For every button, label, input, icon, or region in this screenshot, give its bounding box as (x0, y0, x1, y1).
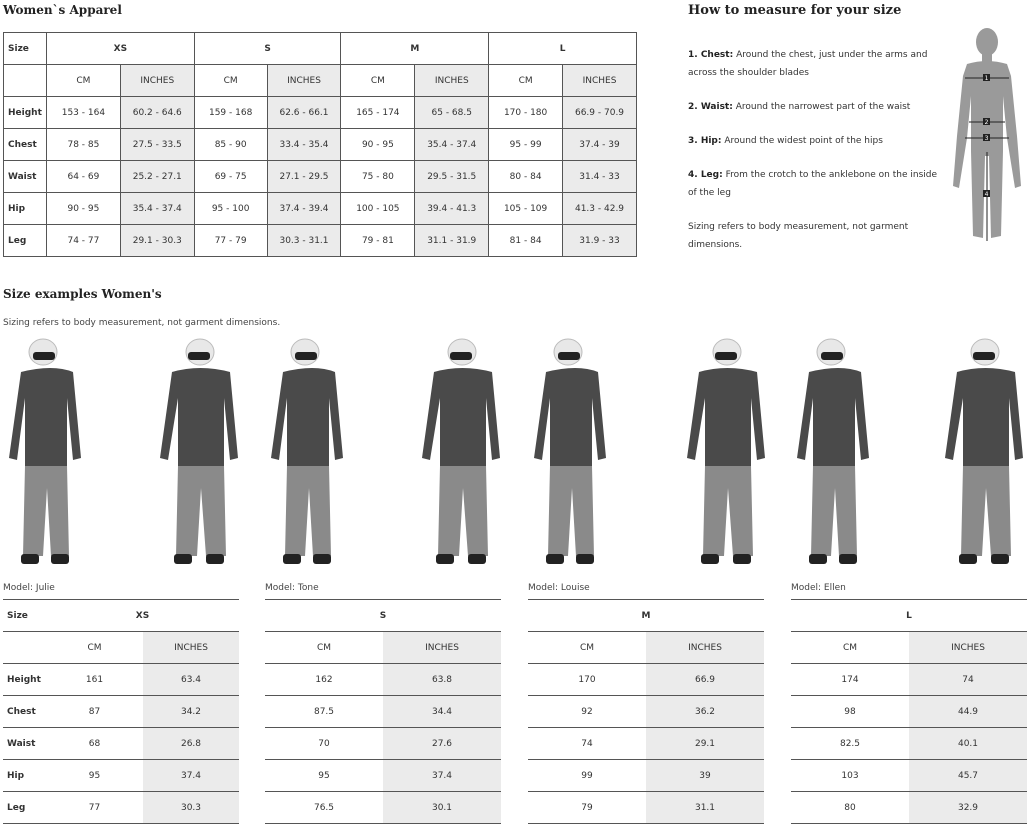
model-size-table (3, 599, 239, 824)
examples-note: Sizing refers to body measurement, not garment dimensions. (3, 318, 281, 328)
size-label: Size (4, 33, 47, 65)
measure-cell: 26.8 (143, 728, 239, 760)
measure-row (528, 696, 764, 728)
measure-cell: 174 (791, 664, 909, 696)
measure-cell: 31.1 - 31.9 (415, 225, 489, 257)
measure-cell: 68 (46, 728, 143, 760)
measure-row (265, 760, 501, 792)
body-silhouette-icon (945, 26, 1025, 246)
size-chart-table (3, 32, 637, 257)
measure-item-waist (688, 98, 948, 116)
unit-cm: CM (791, 632, 909, 664)
measure-cell: 30.3 (143, 792, 239, 824)
measure-cell: 74 - 77 (46, 225, 120, 257)
measure-cell: 63.8 (383, 664, 501, 696)
measure-cell: 77 (46, 792, 143, 824)
model-label: Model: Louise (528, 583, 590, 593)
model-photo (412, 338, 512, 573)
measure-cell: 90 - 95 (46, 193, 120, 225)
measure-cell: 99 (528, 760, 646, 792)
row-label: Hip (3, 760, 46, 792)
model-photo (3, 338, 103, 573)
sizing-note: Sizing refers to body measurement, not garment dimensions. (688, 222, 909, 250)
model-photo (150, 338, 250, 573)
measure-cell: 39 (646, 760, 764, 792)
unit-inches: INCHES (909, 632, 1027, 664)
measure-row (791, 728, 1027, 760)
measure-item-hip (688, 132, 948, 150)
measure-cell: 78 - 85 (46, 129, 120, 161)
measure-cell: 159 - 168 (194, 97, 267, 129)
row-label: Leg (4, 225, 47, 257)
measure-cell: 37.4 - 39 (563, 129, 637, 161)
unit-cm: CM (528, 632, 646, 664)
size-header: L (791, 600, 1027, 632)
size-header-row (791, 600, 1027, 632)
size-header: S (265, 600, 501, 632)
empty-cell (3, 632, 46, 664)
measure-row (3, 760, 239, 792)
measure-desc: Around the chest, just under the arms and across the shoulder blades (688, 50, 928, 78)
model-label: Model: Julie (3, 583, 55, 593)
measure-cell: 29.5 - 31.5 (415, 161, 489, 193)
measure-cell: 35.4 - 37.4 (120, 193, 194, 225)
row-label: Waist (4, 161, 47, 193)
size-header-row (528, 600, 764, 632)
unit-header-row (265, 632, 501, 664)
measure-cell: 34.2 (143, 696, 239, 728)
model-size-table (791, 599, 1027, 824)
measure-item-leg (688, 166, 948, 202)
measure-item-chest (688, 46, 948, 82)
measure-cell: 74 (909, 664, 1027, 696)
measure-row (791, 792, 1027, 824)
measure-cell: 81 - 84 (489, 225, 563, 257)
measure-cell: 153 - 164 (46, 97, 120, 129)
measure-cell: 75 - 80 (341, 161, 415, 193)
size-s-header: S (194, 33, 341, 65)
measure-cell: 66.9 (646, 664, 764, 696)
unit-inches: INCHES (120, 65, 194, 97)
size-header: XS (46, 600, 239, 632)
measure-cell: 31.1 (646, 792, 764, 824)
examples-title: Size examples Women's (3, 287, 162, 301)
model-size-table (265, 599, 501, 824)
measure-row (528, 760, 764, 792)
measure-cell: 33.4 - 35.4 (267, 129, 341, 161)
row-label: Leg (3, 792, 46, 824)
measure-row (528, 728, 764, 760)
size-label: Size (3, 600, 46, 632)
measure-cell: 161 (46, 664, 143, 696)
unit-inches: INCHES (267, 65, 341, 97)
how-to-title: How to measure for your size (688, 3, 902, 18)
measure-cell: 34.4 (383, 696, 501, 728)
measure-cell: 32.9 (909, 792, 1027, 824)
measure-term: 1. Chest: (688, 50, 734, 60)
measure-row (791, 696, 1027, 728)
measure-cell: 41.3 - 42.9 (563, 193, 637, 225)
unit-header-row (791, 632, 1027, 664)
unit-cm: CM (194, 65, 267, 97)
measure-row (265, 696, 501, 728)
measure-cell: 98 (791, 696, 909, 728)
row-label: Chest (3, 696, 46, 728)
measure-cell: 80 (791, 792, 909, 824)
measure-cell: 105 - 109 (489, 193, 563, 225)
measure-cell: 74 (528, 728, 646, 760)
measure-cell: 70 (265, 728, 383, 760)
model-size-table (528, 599, 764, 824)
measure-cell: 64 - 69 (46, 161, 120, 193)
measure-cell: 76.5 (265, 792, 383, 824)
size-header-row (4, 33, 637, 65)
measure-term: 3. Hip: (688, 136, 722, 146)
empty-cell (4, 65, 47, 97)
unit-inches: INCHES (646, 632, 764, 664)
measure-cell: 25.2 - 27.1 (120, 161, 194, 193)
apparel-title: Women`s Apparel (3, 3, 122, 17)
measure-row (3, 664, 239, 696)
measure-cell: 37.4 (383, 760, 501, 792)
measure-cell: 36.2 (646, 696, 764, 728)
row-label: Height (4, 97, 47, 129)
measure-row (3, 696, 239, 728)
measure-cell: 87 (46, 696, 143, 728)
measure-cell: 95 - 99 (489, 129, 563, 161)
measure-cell: 80 - 84 (489, 161, 563, 193)
model-label: Model: Tone (265, 583, 319, 593)
unit-cm: CM (265, 632, 383, 664)
measure-cell: 95 (265, 760, 383, 792)
measure-cell: 90 - 95 (341, 129, 415, 161)
measure-cell: 30.1 (383, 792, 501, 824)
size-m-header: M (341, 33, 489, 65)
measure-row (4, 97, 637, 129)
marker-3: 3 (984, 135, 989, 142)
measure-cell: 30.3 - 31.1 (267, 225, 341, 257)
row-label: Chest (4, 129, 47, 161)
measure-cell: 100 - 105 (341, 193, 415, 225)
measure-cell: 63.4 (143, 664, 239, 696)
model-label: Model: Ellen (791, 583, 846, 593)
unit-cm: CM (46, 65, 120, 97)
measure-cell: 162 (265, 664, 383, 696)
size-xs-header: XS (46, 33, 194, 65)
measure-cell: 87.5 (265, 696, 383, 728)
how-to-measure-list (688, 46, 948, 270)
measure-row (265, 664, 501, 696)
measure-cell: 31.4 - 33 (563, 161, 637, 193)
unit-cm: CM (489, 65, 563, 97)
measure-row (265, 792, 501, 824)
measure-cell: 77 - 79 (194, 225, 267, 257)
measure-cell: 39.4 - 41.3 (415, 193, 489, 225)
row-label: Hip (4, 193, 47, 225)
measure-cell: 62.6 - 66.1 (267, 97, 341, 129)
measure-cell: 40.1 (909, 728, 1027, 760)
measure-cell: 66.9 - 70.9 (563, 97, 637, 129)
unit-inches: INCHES (383, 632, 501, 664)
unit-inches: INCHES (143, 632, 239, 664)
measure-cell: 95 (46, 760, 143, 792)
measure-desc: From the crotch to the anklebone on the inside of the leg (688, 170, 938, 198)
model-photo (935, 338, 1029, 573)
measure-term: 2. Waist: (688, 102, 733, 112)
measure-cell: 60.2 - 64.6 (120, 97, 194, 129)
row-label: Waist (3, 728, 46, 760)
measure-cell: 165 - 174 (341, 97, 415, 129)
measure-row (4, 129, 637, 161)
marker-1: 1 (984, 75, 989, 82)
measure-cell: 65 - 68.5 (415, 97, 489, 129)
measure-cell: 170 - 180 (489, 97, 563, 129)
measure-cell: 29.1 - 30.3 (120, 225, 194, 257)
measure-cell: 31.9 - 33 (563, 225, 637, 257)
measure-cell: 103 (791, 760, 909, 792)
measure-desc: Around the widest point of the hips (721, 136, 883, 146)
measure-cell: 85 - 90 (194, 129, 267, 161)
measure-cell: 44.9 (909, 696, 1027, 728)
measure-row (265, 728, 501, 760)
measure-cell: 27.5 - 33.5 (120, 129, 194, 161)
measure-cell: 35.4 - 37.4 (415, 129, 489, 161)
unit-cm: CM (341, 65, 415, 97)
measure-row (3, 728, 239, 760)
size-l-header: L (489, 33, 637, 65)
measure-cell: 37.4 - 39.4 (267, 193, 341, 225)
marker-2: 2 (984, 119, 989, 126)
model-photo (265, 338, 365, 573)
measure-cell: 170 (528, 664, 646, 696)
measure-desc: Around the narrowest part of the waist (732, 102, 911, 112)
measure-row (3, 792, 239, 824)
measure-cell: 82.5 (791, 728, 909, 760)
size-header-row (265, 600, 501, 632)
measure-cell: 95 - 100 (194, 193, 267, 225)
unit-inches: INCHES (563, 65, 637, 97)
measure-cell: 27.6 (383, 728, 501, 760)
model-photo (528, 338, 628, 573)
measure-cell: 79 (528, 792, 646, 824)
measure-cell: 45.7 (909, 760, 1027, 792)
unit-header-row (528, 632, 764, 664)
measure-row (4, 193, 637, 225)
size-header: M (528, 600, 764, 632)
measure-cell: 69 - 75 (194, 161, 267, 193)
measure-term: 4. Leg: (688, 170, 723, 180)
measure-row (528, 664, 764, 696)
measure-cell: 27.1 - 29.5 (267, 161, 341, 193)
unit-header-row (4, 65, 637, 97)
measure-row (528, 792, 764, 824)
measure-cell: 92 (528, 696, 646, 728)
marker-4: 4 (984, 191, 989, 198)
model-photo (791, 338, 891, 573)
unit-inches: INCHES (415, 65, 489, 97)
measure-row (791, 760, 1027, 792)
measure-row (4, 161, 637, 193)
measure-cell: 79 - 81 (341, 225, 415, 257)
measure-row (4, 225, 637, 257)
row-label: Height (3, 664, 46, 696)
measure-cell: 29.1 (646, 728, 764, 760)
unit-cm: CM (46, 632, 143, 664)
unit-header-row (3, 632, 239, 664)
measure-cell: 37.4 (143, 760, 239, 792)
measure-row (791, 664, 1027, 696)
size-header-row (3, 600, 239, 632)
model-photo (677, 338, 777, 573)
